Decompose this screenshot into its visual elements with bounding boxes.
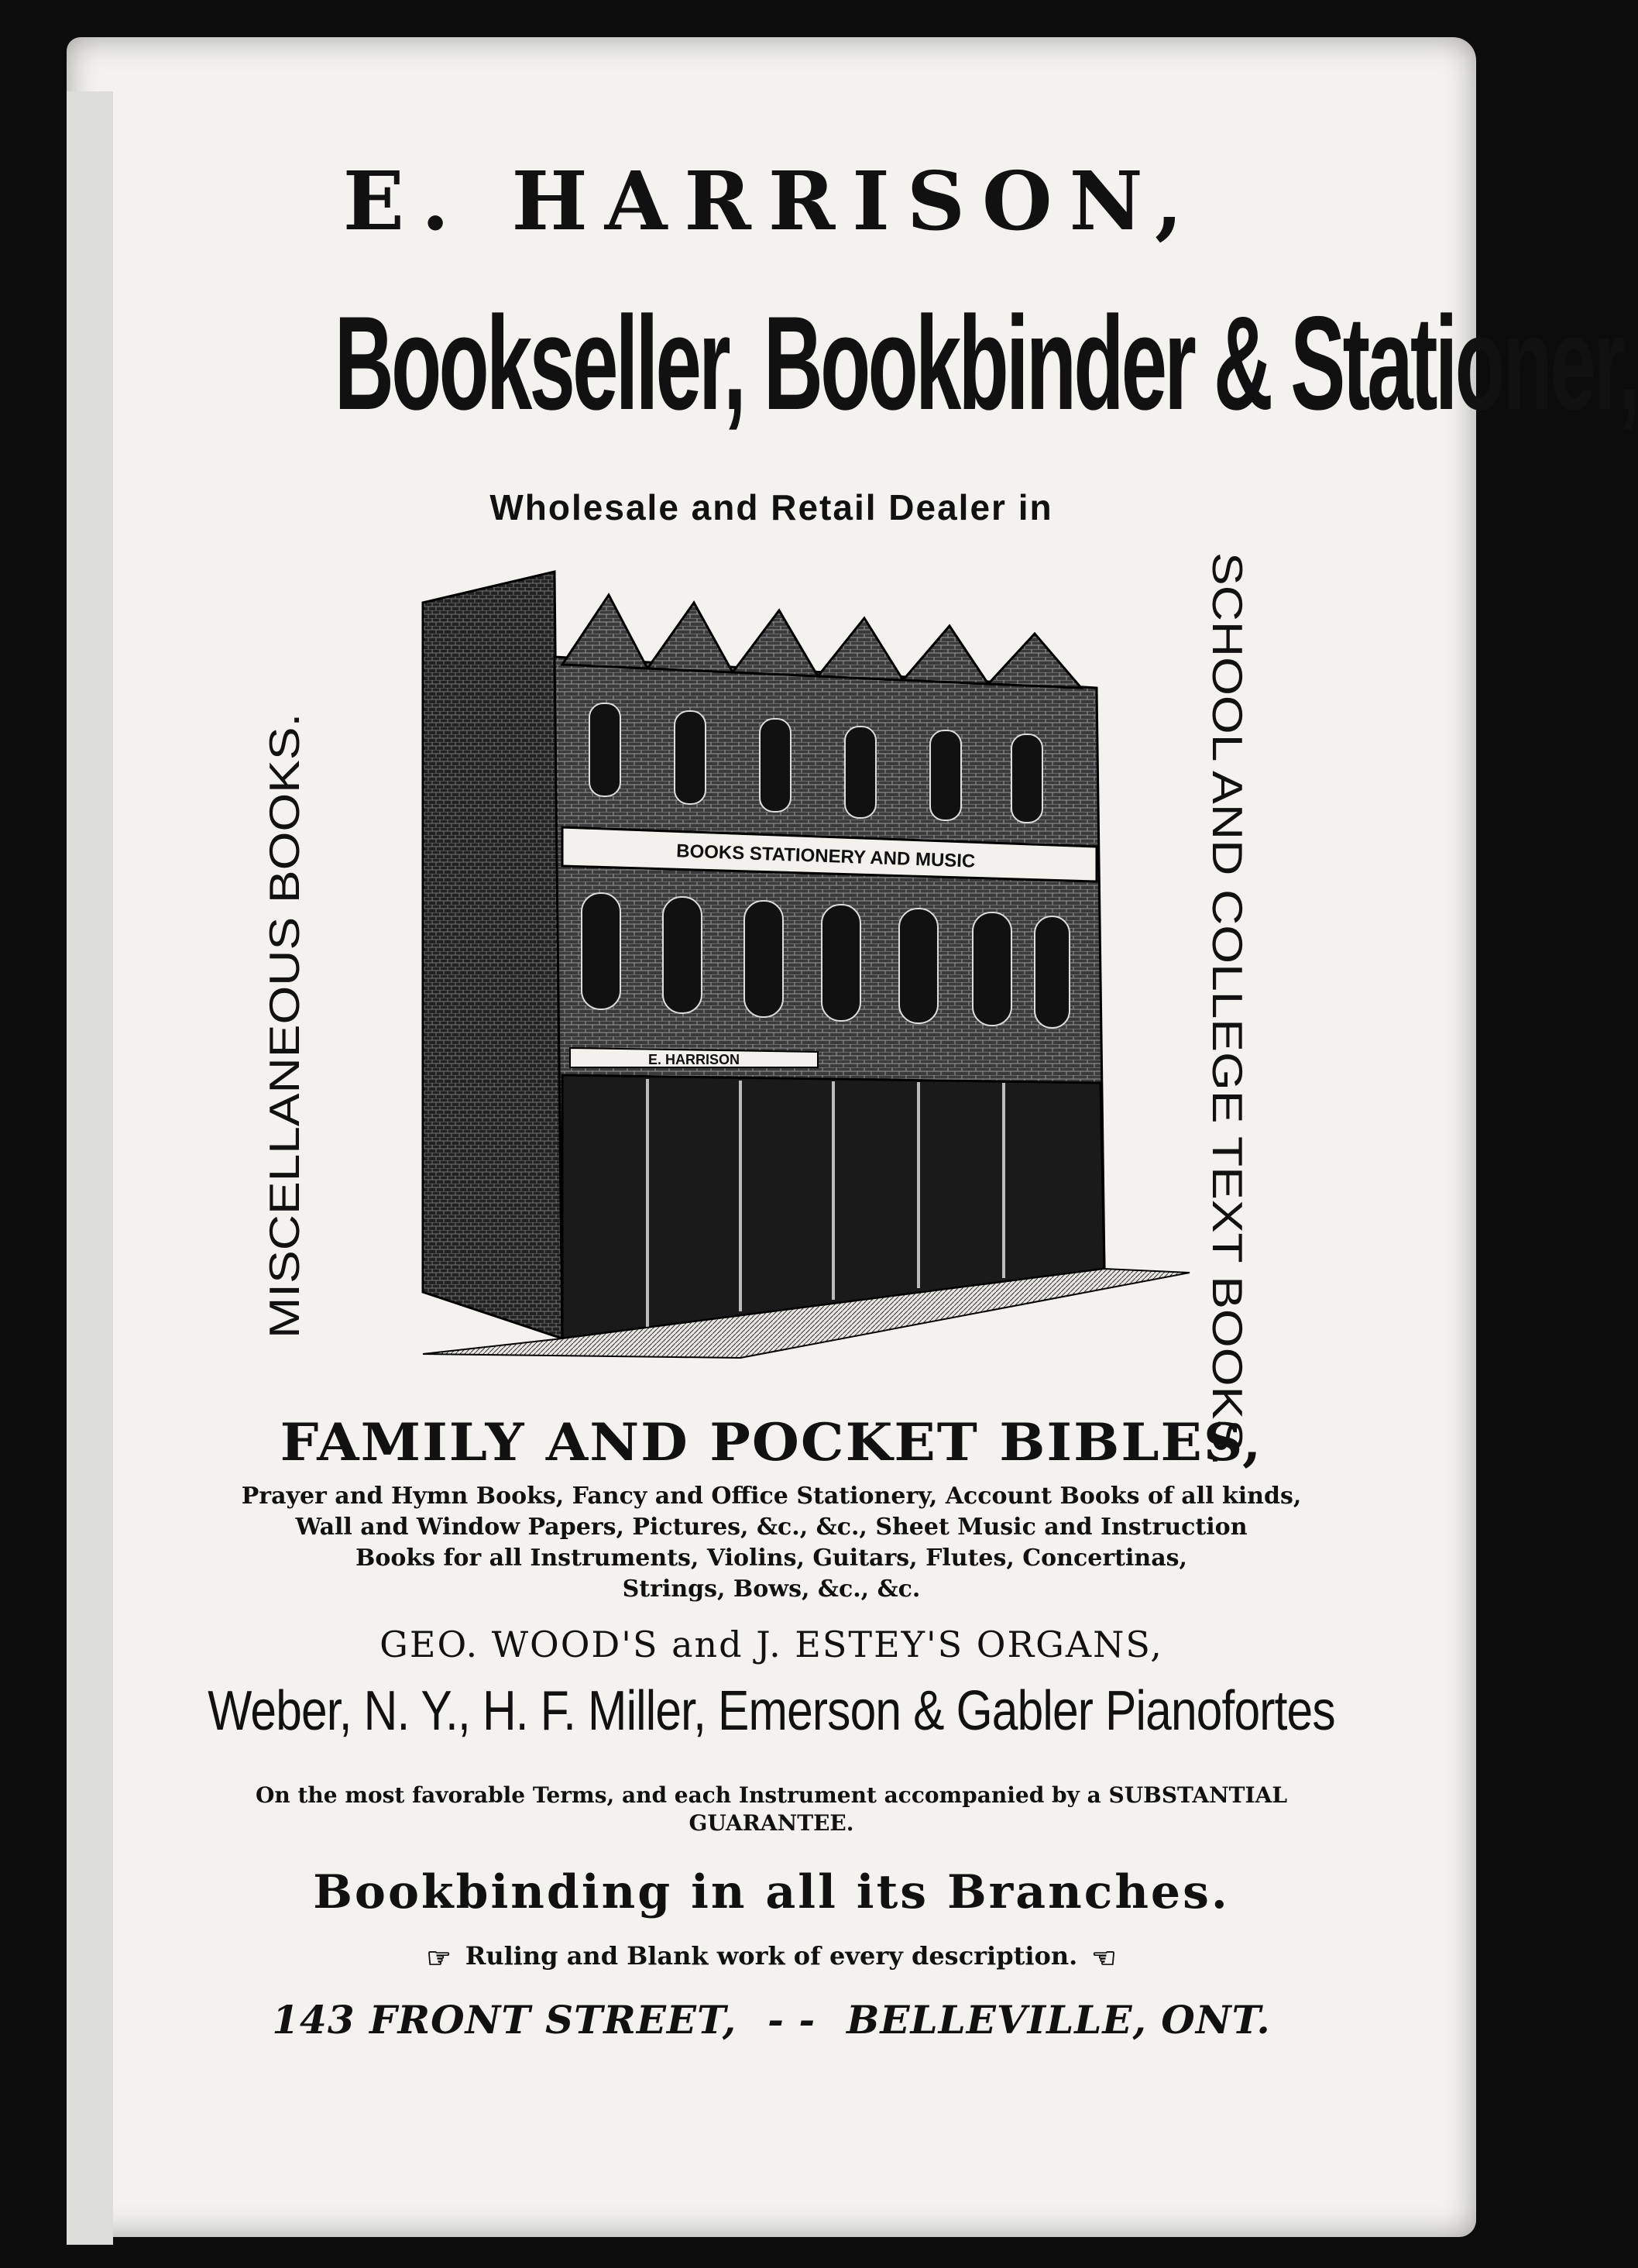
terms-text: [67, 1782, 1476, 1837]
dealer-line: Wholesale and Retail Dealer in: [489, 487, 1053, 527]
goods-line: Strings, Bows, &c., &c.: [622, 1576, 921, 1603]
facing-page-edge: [67, 91, 113, 2245]
side-text-miscellaneous: MISCELLANEOUS BOOKS.: [260, 713, 309, 1338]
terms-line: GUARANTEE.: [689, 1810, 854, 1836]
address-line: [67, 1997, 1476, 2043]
pointing-hand-left-icon: ☜: [1091, 1941, 1117, 1974]
pianos-line: Weber, N. Y., H. F. Miller, Emerson & Gabler Pianofortes: [208, 1680, 1335, 1742]
merchant-name: E. HARRISON,: [342, 153, 1200, 249]
goods-line: Wall and Window Papers, Pictures, &c., &c., Sheet Music and Instruction: [295, 1514, 1248, 1541]
goods-line: Books for all Instruments, Violins, Guitars, Flutes, Concertinas,: [355, 1545, 1187, 1572]
address-separator: - -: [767, 1997, 816, 2043]
city-address: BELLEVILLE, ONT.: [846, 1997, 1271, 2043]
side-text-school-books: SCHOOL AND COLLEGE TEXT BOOKS.: [1203, 552, 1252, 1466]
pointing-hand-right-icon: ☞: [426, 1941, 452, 1974]
document-page: [67, 37, 1638, 2237]
goods-line: Prayer and Hymn Books, Fancy and Office Stationery, Account Books of all kinds,: [241, 1483, 1302, 1510]
side-wall: [423, 572, 562, 1338]
name-sign-text: E. HARRISON: [647, 1052, 740, 1067]
organs-line: GEO. WOOD'S and J. ESTEY'S ORGANS,: [379, 1624, 1163, 1665]
terms-line: On the most favorable Terms, and each Instrument accompanied by a SUBSTANTIAL: [255, 1782, 1288, 1808]
store-sign-text: BOOKS STATIONERY AND MUSIC: [675, 840, 976, 872]
trade-heading: Bookseller, Bookbinder & Stationer,: [334, 289, 1638, 438]
goods-list: [67, 1481, 1476, 1605]
ruling-text: Ruling and Blank work of every description.: [465, 1941, 1078, 1971]
storefront-engraving: [415, 572, 1197, 1362]
bookbinding-heading: Bookbinding in all its Branches.: [313, 1865, 1230, 1919]
bibles-heading: FAMILY AND POCKET BIBLES,: [280, 1411, 1263, 1472]
street-address: 143 FRONT STREET,: [272, 1997, 737, 2043]
ruling-line: [67, 1941, 1476, 1974]
